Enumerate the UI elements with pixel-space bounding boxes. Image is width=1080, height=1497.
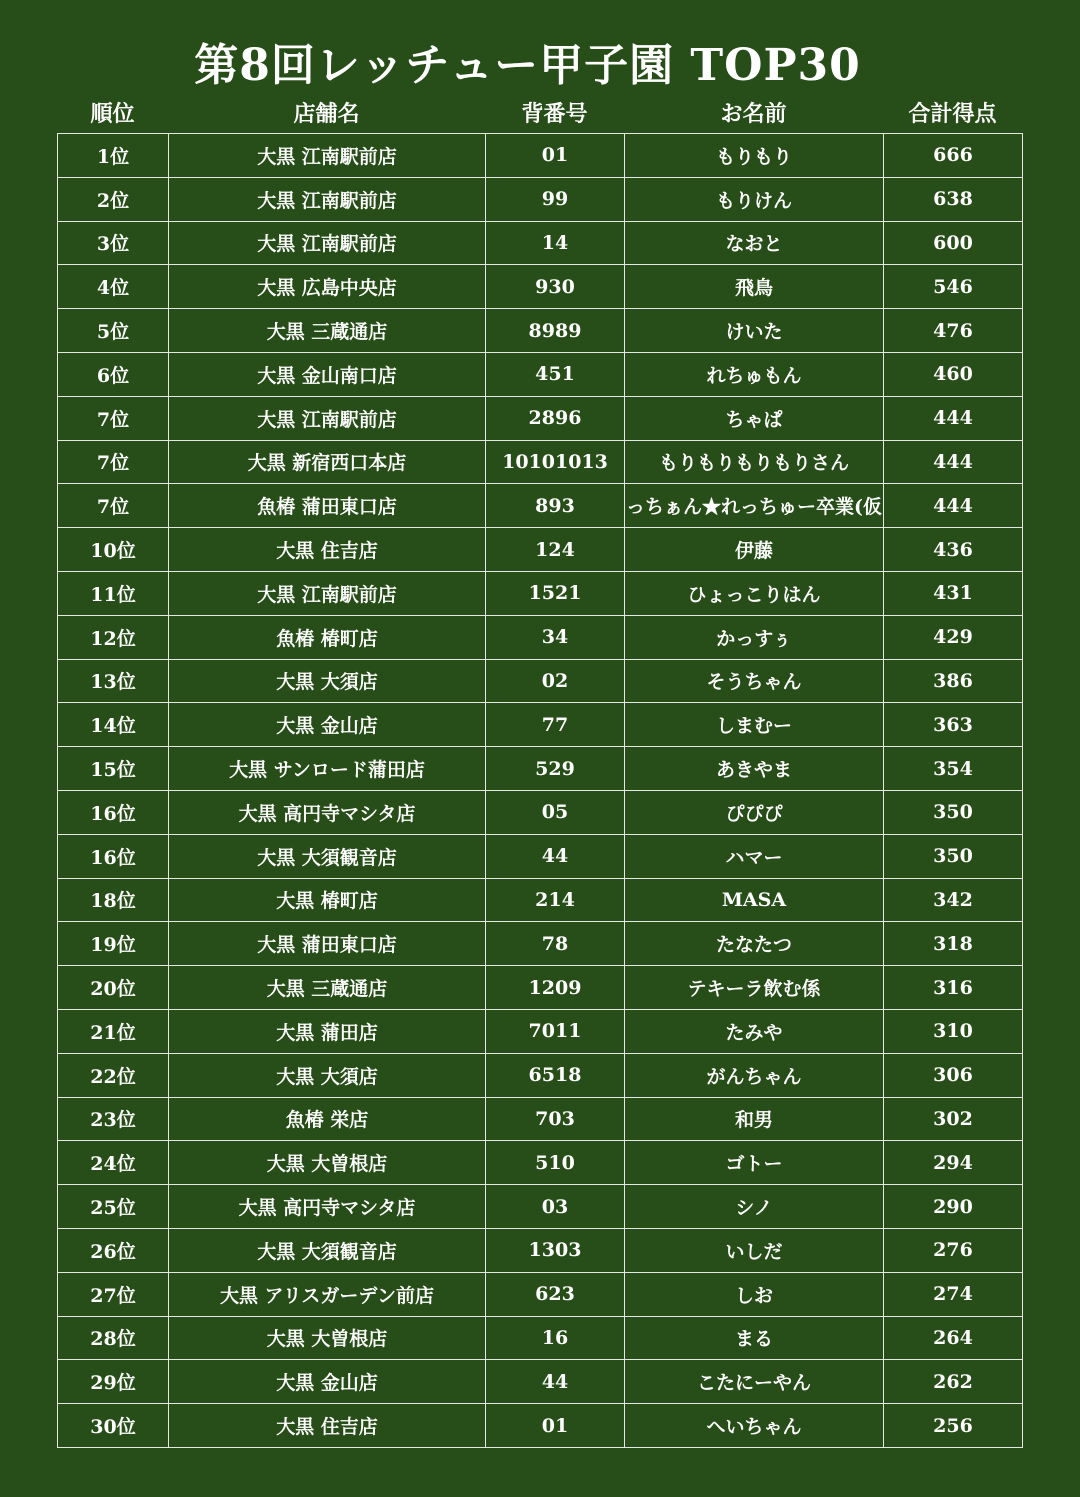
column-header-rank: 順位 [90, 101, 135, 127]
store-cell: 大黒 蒲田店 [169, 1009, 486, 1053]
score-cell: 638 [884, 177, 1023, 221]
name-cell: へいちゃん [625, 1404, 884, 1448]
number-cell: 8989 [486, 309, 625, 353]
table-row [58, 922, 1023, 966]
table-row [58, 265, 1023, 309]
number-cell: 529 [486, 747, 625, 791]
rank-cell: 3位 [58, 221, 169, 265]
table-row [58, 396, 1023, 440]
number-cell: 05 [486, 790, 625, 834]
name-cell: シノ [625, 1185, 884, 1229]
table-row [58, 1272, 1023, 1316]
store-cell: 大黒 椿町店 [169, 878, 486, 922]
name-cell: ゴトー [625, 1141, 884, 1185]
score-cell: 350 [884, 790, 1023, 834]
column-header-row [57, 96, 1022, 132]
score-cell: 429 [884, 615, 1023, 659]
name-cell: そうちゃん [625, 659, 884, 703]
store-cell: 大黒 金山店 [169, 1360, 486, 1404]
number-cell: 01 [486, 134, 625, 178]
name-cell: もりもりもりもりさん [625, 440, 884, 484]
score-cell: 444 [884, 484, 1023, 528]
table-row [58, 528, 1023, 572]
score-cell: 431 [884, 571, 1023, 615]
store-cell: 大黒 大須観音店 [169, 834, 486, 878]
score-cell: 262 [884, 1360, 1023, 1404]
table-row [58, 1185, 1023, 1229]
name-cell: しまむー [625, 703, 884, 747]
number-cell: 16 [486, 1316, 625, 1360]
name-cell: あきやま [625, 747, 884, 791]
rank-cell: 22位 [58, 1053, 169, 1097]
rank-cell: 21位 [58, 1009, 169, 1053]
table-row [58, 484, 1023, 528]
table-row [58, 1009, 1023, 1053]
rank-cell: 10位 [58, 528, 169, 572]
number-cell: 14 [486, 221, 625, 265]
score-cell: 316 [884, 966, 1023, 1010]
table-row [58, 1141, 1023, 1185]
rank-cell: 20位 [58, 966, 169, 1010]
store-cell: 大黒 広島中央店 [169, 265, 486, 309]
name-cell: がんちゃん [625, 1053, 884, 1097]
column-header-number: 背番号 [521, 101, 588, 127]
store-cell: 大黒 金山南口店 [169, 352, 486, 396]
store-cell: 大黒 大須観音店 [169, 1228, 486, 1272]
score-cell: 310 [884, 1009, 1023, 1053]
score-cell: 354 [884, 747, 1023, 791]
score-cell: 290 [884, 1185, 1023, 1229]
name-cell: テキーラ飲む係 [625, 966, 884, 1010]
score-cell: 256 [884, 1404, 1023, 1448]
name-cell: MASA [625, 878, 884, 922]
table-row [58, 571, 1023, 615]
number-cell: 1303 [486, 1228, 625, 1272]
rank-cell: 14位 [58, 703, 169, 747]
number-cell: 214 [486, 878, 625, 922]
store-cell: 大黒 大曽根店 [169, 1316, 486, 1360]
ranking-table-body [58, 134, 1023, 1448]
column-header-score: 合計得点 [908, 101, 997, 127]
score-cell: 666 [884, 134, 1023, 178]
number-cell: 03 [486, 1185, 625, 1229]
rank-cell: 7位 [58, 440, 169, 484]
name-cell: もりけん [625, 177, 884, 221]
store-cell: 大黒 新宿西口本店 [169, 440, 486, 484]
score-cell: 476 [884, 309, 1023, 353]
number-cell: 930 [486, 265, 625, 309]
name-cell: いしだ [625, 1228, 884, 1272]
name-cell: なおと [625, 221, 884, 265]
rank-cell: 24位 [58, 1141, 169, 1185]
store-cell: 大黒 高円寺マシタ店 [169, 790, 486, 834]
store-cell: 大黒 大須店 [169, 659, 486, 703]
table-row [58, 1053, 1023, 1097]
number-cell: 1209 [486, 966, 625, 1010]
rank-cell: 13位 [58, 659, 169, 703]
score-cell: 294 [884, 1141, 1023, 1185]
store-cell: 大黒 三蔵通店 [169, 966, 486, 1010]
page-title: 第8回レッチュー甲子園 TOP30 [194, 40, 861, 91]
rank-cell: 12位 [58, 615, 169, 659]
name-cell: ハマー [625, 834, 884, 878]
number-cell: 1521 [486, 571, 625, 615]
rank-cell: 7位 [58, 396, 169, 440]
rank-cell: 27位 [58, 1272, 169, 1316]
score-cell: 276 [884, 1228, 1023, 1272]
table-row [58, 615, 1023, 659]
name-cell: しお [625, 1272, 884, 1316]
score-cell: 302 [884, 1097, 1023, 1141]
table-row [58, 1097, 1023, 1141]
number-cell: 703 [486, 1097, 625, 1141]
name-cell: ひょっこりはん [625, 571, 884, 615]
score-cell: 444 [884, 396, 1023, 440]
score-cell: 460 [884, 352, 1023, 396]
table-row [58, 1360, 1023, 1404]
table-row [58, 659, 1023, 703]
rank-cell: 1位 [58, 134, 169, 178]
number-cell: 451 [486, 352, 625, 396]
name-cell: っちぁん★れっちゅー卒業(仮 [625, 484, 884, 528]
store-cell: 大黒 住吉店 [169, 1404, 486, 1448]
column-header-name: お名前 [720, 101, 787, 127]
number-cell: 623 [486, 1272, 625, 1316]
table-row [58, 703, 1023, 747]
store-cell: 大黒 江南駅前店 [169, 571, 486, 615]
column-header-store: 店舗名 [293, 101, 360, 127]
number-cell: 34 [486, 615, 625, 659]
rank-cell: 25位 [58, 1185, 169, 1229]
rank-cell: 19位 [58, 922, 169, 966]
table-row [58, 1404, 1023, 1448]
table-row [58, 352, 1023, 396]
store-cell: 大黒 金山店 [169, 703, 486, 747]
rank-cell: 15位 [58, 747, 169, 791]
store-cell: 大黒 江南駅前店 [169, 134, 486, 178]
store-cell: 大黒 蒲田東口店 [169, 922, 486, 966]
number-cell: 2896 [486, 396, 625, 440]
number-cell: 6518 [486, 1053, 625, 1097]
number-cell: 7011 [486, 1009, 625, 1053]
table-row [58, 790, 1023, 834]
score-cell: 436 [884, 528, 1023, 572]
rank-cell: 29位 [58, 1360, 169, 1404]
table-row [58, 221, 1023, 265]
number-cell: 10101013 [486, 440, 625, 484]
rank-cell: 5位 [58, 309, 169, 353]
rank-cell: 26位 [58, 1228, 169, 1272]
rank-cell: 16位 [58, 834, 169, 878]
score-cell: 363 [884, 703, 1023, 747]
rank-cell: 11位 [58, 571, 169, 615]
rank-cell: 18位 [58, 878, 169, 922]
table-row [58, 1228, 1023, 1272]
table-row [58, 966, 1023, 1010]
store-cell: 魚椿 蒲田東口店 [169, 484, 486, 528]
store-cell: 魚椿 栄店 [169, 1097, 486, 1141]
table-row [58, 878, 1023, 922]
name-cell: ちゃぱ [625, 396, 884, 440]
score-cell: 264 [884, 1316, 1023, 1360]
number-cell: 01 [486, 1404, 625, 1448]
number-cell: 02 [486, 659, 625, 703]
score-cell: 386 [884, 659, 1023, 703]
name-cell: 伊藤 [625, 528, 884, 572]
store-cell: 大黒 江南駅前店 [169, 177, 486, 221]
store-cell: 大黒 江南駅前店 [169, 221, 486, 265]
score-cell: 444 [884, 440, 1023, 484]
store-cell: 大黒 住吉店 [169, 528, 486, 572]
name-cell: かっすぅ [625, 615, 884, 659]
rank-cell: 30位 [58, 1404, 169, 1448]
number-cell: 77 [486, 703, 625, 747]
number-cell: 893 [486, 484, 625, 528]
name-cell: たみや [625, 1009, 884, 1053]
rank-cell: 28位 [58, 1316, 169, 1360]
store-cell: 大黒 高円寺マシタ店 [169, 1185, 486, 1229]
number-cell: 44 [486, 1360, 625, 1404]
score-cell: 306 [884, 1053, 1023, 1097]
name-cell: まる [625, 1316, 884, 1360]
rank-cell: 2位 [58, 177, 169, 221]
store-cell: 大黒 大須店 [169, 1053, 486, 1097]
score-cell: 274 [884, 1272, 1023, 1316]
score-cell: 350 [884, 834, 1023, 878]
store-cell: 大黒 サンロード蒲田店 [169, 747, 486, 791]
store-cell: 魚椿 椿町店 [169, 615, 486, 659]
table-row [58, 834, 1023, 878]
number-cell: 44 [486, 834, 625, 878]
score-cell: 318 [884, 922, 1023, 966]
name-cell: こたにーやん [625, 1360, 884, 1404]
rank-cell: 6位 [58, 352, 169, 396]
table-row [58, 134, 1023, 178]
table-row [58, 1316, 1023, 1360]
ranking-table [57, 133, 1023, 1448]
number-cell: 99 [486, 177, 625, 221]
store-cell: 大黒 江南駅前店 [169, 396, 486, 440]
store-cell: 大黒 アリスガーデン前店 [169, 1272, 486, 1316]
score-cell: 546 [884, 265, 1023, 309]
rank-cell: 4位 [58, 265, 169, 309]
store-cell: 大黒 三蔵通店 [169, 309, 486, 353]
number-cell: 78 [486, 922, 625, 966]
table-row [58, 440, 1023, 484]
store-cell: 大黒 大曽根店 [169, 1141, 486, 1185]
rank-cell: 16位 [58, 790, 169, 834]
name-cell: もりもり [625, 134, 884, 178]
name-cell: 和男 [625, 1097, 884, 1141]
rank-cell: 7位 [58, 484, 169, 528]
score-cell: 342 [884, 878, 1023, 922]
table-row [58, 177, 1023, 221]
name-cell: けいた [625, 309, 884, 353]
rank-cell: 23位 [58, 1097, 169, 1141]
name-cell: たなたつ [625, 922, 884, 966]
name-cell: ぴぴぴ [625, 790, 884, 834]
number-cell: 124 [486, 528, 625, 572]
table-row [58, 747, 1023, 791]
number-cell: 510 [486, 1141, 625, 1185]
name-cell: 飛鳥 [625, 265, 884, 309]
name-cell: れちゅもん [625, 352, 884, 396]
table-row [58, 309, 1023, 353]
score-cell: 600 [884, 221, 1023, 265]
